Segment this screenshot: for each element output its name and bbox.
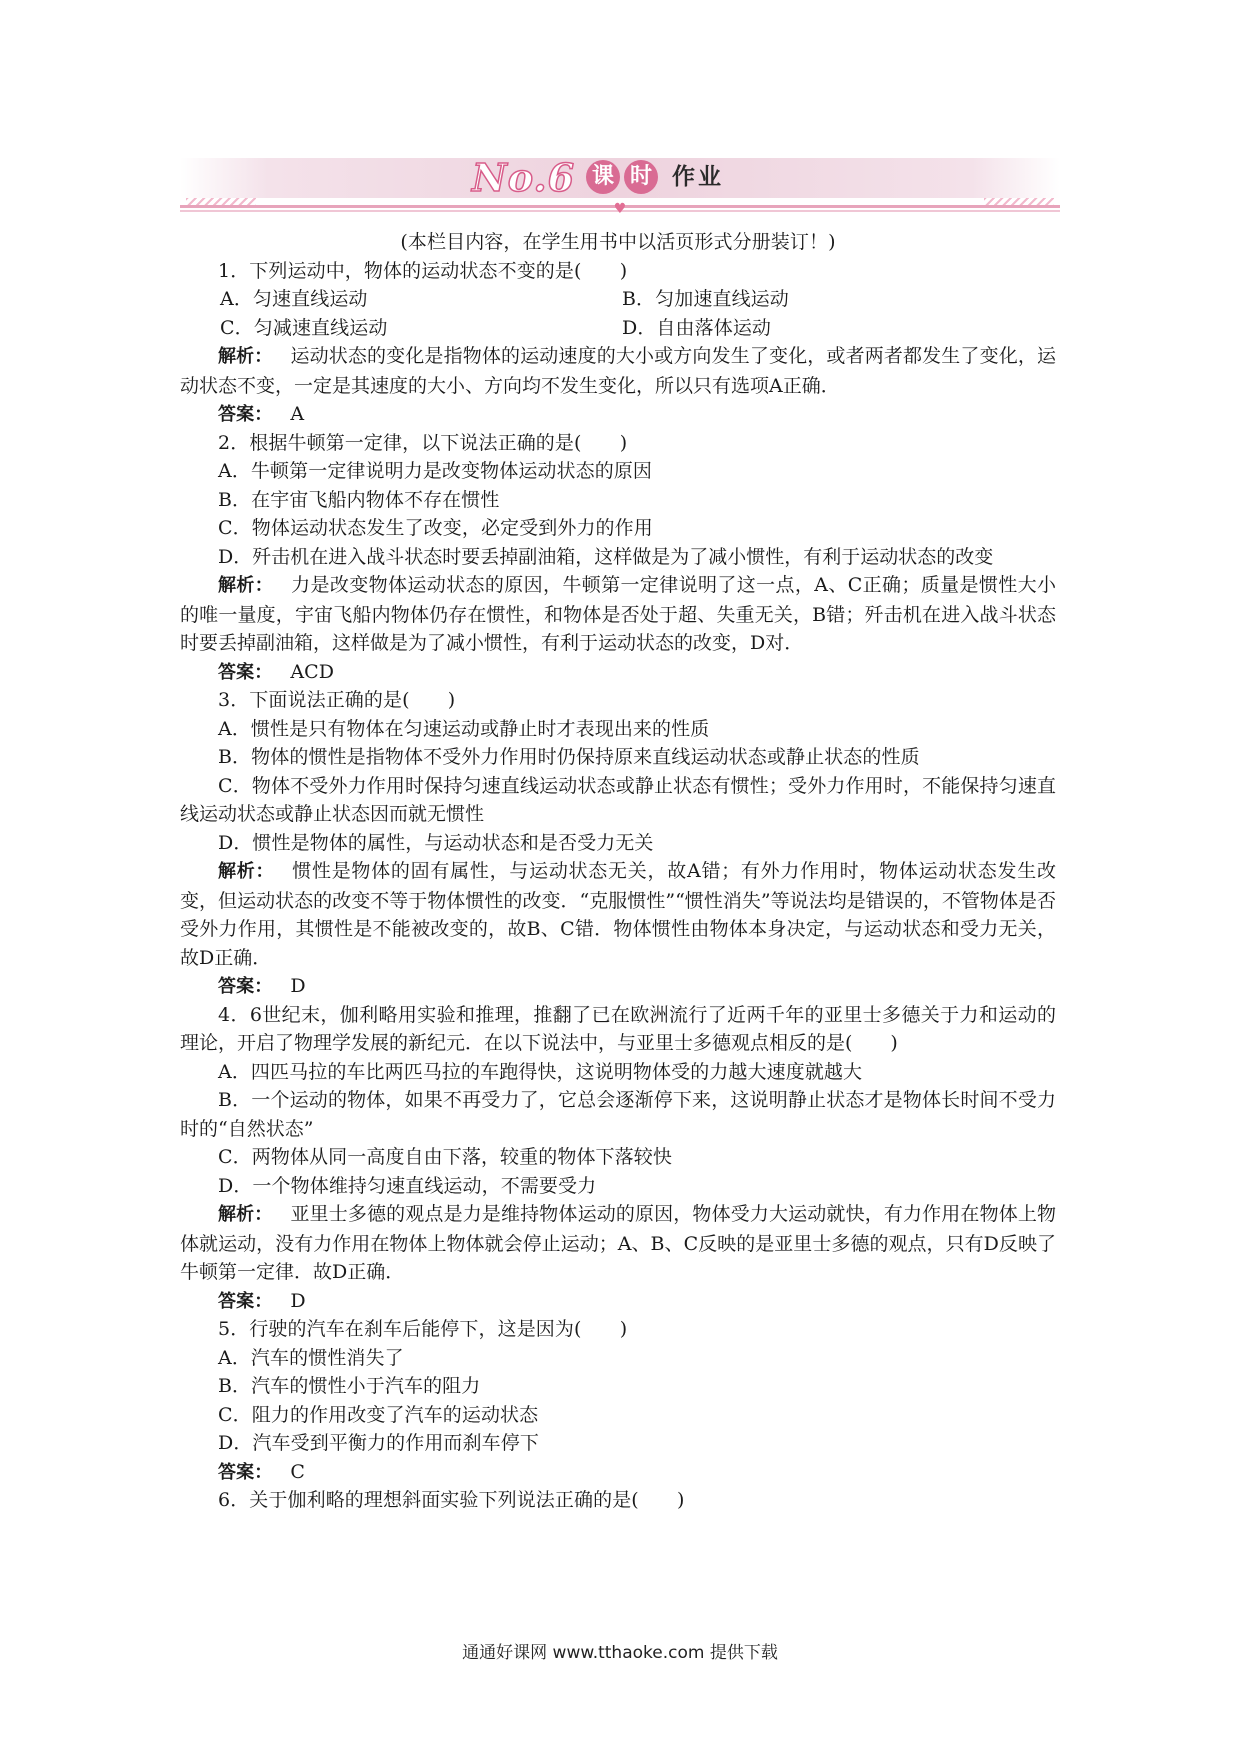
q2-analysis xyxy=(180,571,1056,658)
q1-stem: 1．下列运动中，物体的运动状态不变的是( ) xyxy=(218,259,628,282)
answer-label: 答案： xyxy=(218,404,273,425)
q1-option-a: A．匀速直线运动 xyxy=(220,288,368,310)
analysis-label: 解析： xyxy=(218,575,274,596)
page-footer: 通通好课网 www.tthaoke.com 提供下载 xyxy=(462,1643,778,1663)
answer-label: 答案： xyxy=(218,1461,273,1483)
q4-answer-value: D xyxy=(290,1289,306,1312)
shi-badge: 时 xyxy=(624,160,658,194)
q1-option-c: C．匀减速直线运动 xyxy=(220,316,388,339)
q4-option-b: B．一个运动的物体，如果不再受力了，它总会逐渐停下来，这说明静止状态才是物体长时间不受力时的“自然状态” xyxy=(180,1089,1056,1140)
q1-answer-value: A xyxy=(290,403,305,425)
banner-band xyxy=(180,158,1060,198)
analysis-label: 解析： xyxy=(218,346,273,367)
q4-answer xyxy=(180,1287,1056,1316)
q5-option-c: C．阻力的作用改变了汽车的运动状态 xyxy=(218,1403,539,1426)
q5-option-a: A．汽车的惯性消失了 xyxy=(218,1346,404,1369)
q1-options-row1 xyxy=(180,285,1056,314)
q1-analysis-text: 运动状态的变化是指物体的运动速度的大小或方向发生了变化，或者两者都发生了变化，运动状态不变，一定是其速度的大小、方向均不发生变化，所以只有选项A正确． xyxy=(180,345,1056,397)
q4-option-c: C．两物体从同一高度自由下落，较重的物体下落较快 xyxy=(218,1146,672,1168)
q3-option-b: B．物体的惯性是指物体不受外力作用时仍保持原来直线运动状态或静止状态的性质 xyxy=(218,746,920,768)
q5-answer-value: C xyxy=(290,1460,305,1483)
q2-option-a: A．牛顿第一定律说明力是改变物体运动状态的原因 xyxy=(218,460,653,482)
q1-option-d: D．自由落体运动 xyxy=(622,316,772,339)
q4-stem: 4．6世纪末，伽利略用实验和推理，推翻了已在欧洲流行了近两千年的亚里士多德关于力和运动的理论，开启了物理学发展的新纪元．在以下说法中，与亚里士多德观点相反的是( ) xyxy=(180,1003,1056,1054)
q1-options-row2 xyxy=(180,314,1056,343)
q3-option-d: D．惯性是物体的属性，与运动状态和是否受力无关 xyxy=(218,831,654,854)
q2-stem: 2．根据牛顿第一定律，以下说法正确的是( ) xyxy=(218,431,628,454)
q1-option-b: B．匀加速直线运动 xyxy=(622,288,789,310)
q3-option-c: C．物体不受外力作用时保持匀速直线运动状态或静止状态有惯性；受外力作用时，不能保持匀速直线运动状态或静止状态因而就无惯性 xyxy=(180,774,1056,825)
q3-analysis-text: 惯性是物体的固有属性，与运动状态无关，故A错；有外力作用时，物体运动状态发生改变，但运动状态的改变不等于物体惯性的改变．“克服惯性”“惯性消失”等说法均是错误的，不管物体是否受外力作用，其惯性是不能被改变的，故B、C错．物体惯性由物体本身决定，与运动状态和受力无关，故D正确． xyxy=(180,860,1056,969)
q1-answer xyxy=(180,400,1056,429)
banner-title: 作业 xyxy=(672,164,724,190)
q3-answer xyxy=(180,972,1056,1001)
q5-answer xyxy=(180,1458,1056,1487)
q3-option-a: A．惯性是只有物体在匀速运动或静止时才表现出来的性质 xyxy=(218,717,710,740)
answer-label: 答案： xyxy=(218,661,273,683)
lesson-banner xyxy=(180,150,1060,220)
q4-option-a: A．四匹马拉的车比两匹马拉的车跑得快，这说明物体受的力越大速度就越大 xyxy=(218,1060,863,1083)
q3-answer-value: D xyxy=(290,975,306,997)
q5-stem: 5．行驶的汽车在刹车后能停下，这是因为( ) xyxy=(218,1318,628,1340)
q2-option-d: D．歼击机在进入战斗状态时要丢掉副油箱，这样做是为了减小惯性，有利于运动状态的改变 xyxy=(218,545,994,568)
exercise-content xyxy=(180,228,1056,1515)
heart-icon: ♥ xyxy=(613,201,627,217)
q2-answer xyxy=(180,658,1056,687)
lesson-number: No.6 xyxy=(472,155,576,200)
q1-analysis xyxy=(180,342,1056,400)
q3-analysis xyxy=(180,857,1056,972)
q4-analysis-text: 亚里士多德的观点是力是维持物体运动的原因，物体受力大运动就快，有力作用在物体上物体就运动，没有力作用在物体上物体就会停止运动；A、B、C反映的是亚里士多德的观点，只有D反映了牛顿第一定律．故D正确． xyxy=(180,1203,1056,1283)
analysis-label: 解析： xyxy=(218,861,275,882)
answer-label: 答案： xyxy=(218,1290,273,1312)
ke-badge: 课 xyxy=(586,160,620,194)
binding-note: (本栏目内容，在学生用书中以活页形式分册装订！) xyxy=(400,231,836,253)
q3-stem: 3．下面说法正确的是( ) xyxy=(218,689,456,711)
q6-stem: 6．关于伽利略的理想斜面实验下列说法正确的是( ) xyxy=(218,1489,685,1511)
q2-option-c: C．物体运动状态发生了改变，必定受到外力的作用 xyxy=(218,517,653,539)
q2-option-b: B．在宇宙飞船内物体不存在惯性 xyxy=(218,488,500,511)
q2-answer-value: ACD xyxy=(290,660,335,683)
q5-option-d: D．汽车受到平衡力的作用而刹车停下 xyxy=(218,1432,539,1454)
q5-option-b: B．汽车的惯性小于汽车的阻力 xyxy=(218,1375,481,1397)
answer-label: 答案： xyxy=(218,976,273,997)
q4-option-d: D．一个物体维持匀速直线运动，不需要受力 xyxy=(218,1174,597,1197)
q4-analysis xyxy=(180,1200,1056,1287)
q2-analysis-text: 力是改变物体运动状态的原因，牛顿第一定律说明了这一点，A、C正确；质量是惯性大小的唯一量度，宇宙飞船内物体仍存在惯性，和物体是否处于超、失重无关，B错；歼击机在进入战斗状态时要丢掉副油箱，这样做是为了减小惯性，有利于运动状态的改变，D对． xyxy=(180,574,1056,654)
analysis-label: 解析： xyxy=(218,1204,273,1225)
